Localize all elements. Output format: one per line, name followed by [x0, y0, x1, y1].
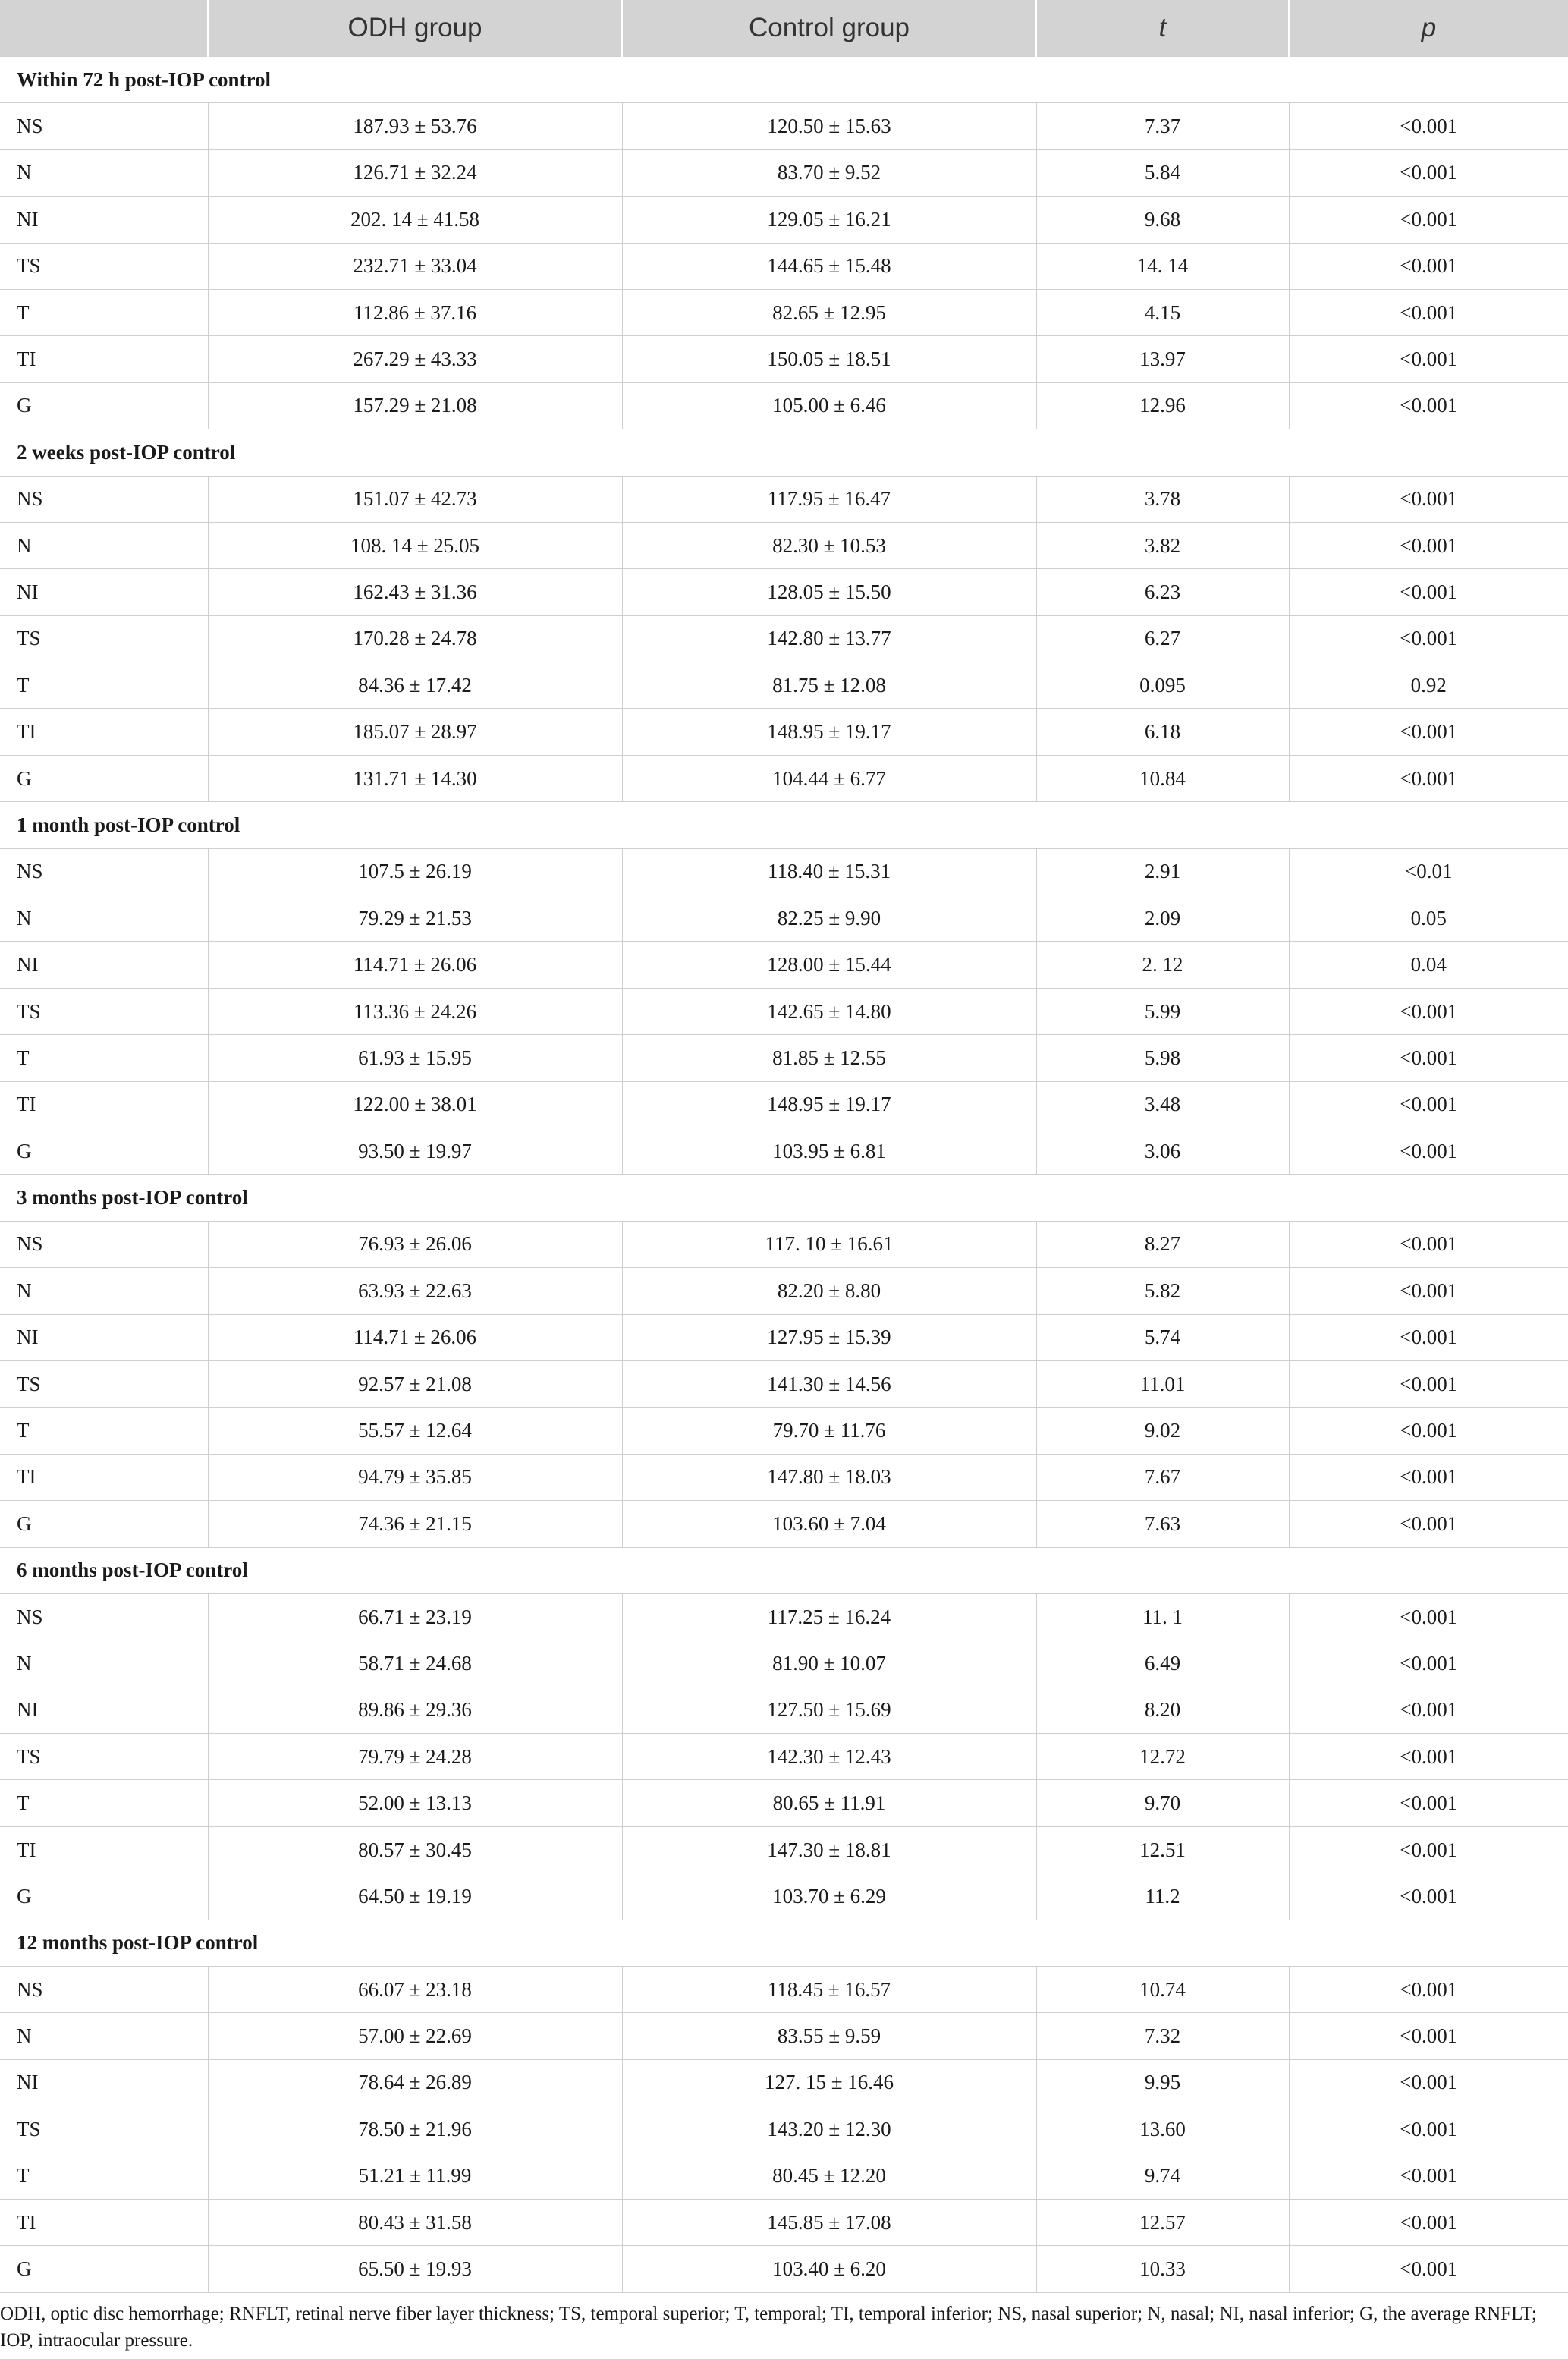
t-value-cell: 3.48: [1036, 1081, 1289, 1128]
t-value-cell: 7.67: [1036, 1454, 1289, 1500]
section-title: 12 months post-IOP control: [0, 1920, 1568, 1966]
p-value-cell: <0.001: [1289, 1687, 1568, 1733]
table-row: [0, 1408, 1568, 1454]
table-row: [0, 2246, 1568, 2292]
odh-value-cell: 122.00 ± 38.01: [208, 1081, 622, 1128]
odh-value-cell: 267.29 ± 43.33: [208, 336, 622, 382]
odh-value-cell: 202. 14 ± 41.58: [208, 197, 622, 243]
control-value-cell: 83.55 ± 9.59: [622, 2013, 1036, 2059]
region-cell: N: [0, 2013, 208, 2059]
p-value-cell: <0.001: [1289, 522, 1568, 568]
region-cell: T: [0, 1035, 208, 1081]
region-cell: TI: [0, 1081, 208, 1128]
odh-value-cell: 78.50 ± 21.96: [208, 2106, 622, 2153]
odh-value-cell: 65.50 ± 19.93: [208, 2246, 622, 2292]
p-value-cell: <0.001: [1289, 709, 1568, 755]
p-value-cell: <0.001: [1289, 1081, 1568, 1128]
odh-value-cell: 185.07 ± 28.97: [208, 709, 622, 755]
control-value-cell: 148.95 ± 19.17: [622, 709, 1036, 755]
section-header-row: [0, 57, 1568, 103]
control-value-cell: 82.20 ± 8.80: [622, 1268, 1036, 1314]
table-row: [0, 1360, 1568, 1407]
table-row: [0, 1734, 1568, 1780]
p-value-cell: <0.001: [1289, 1501, 1568, 1547]
odh-value-cell: 80.57 ± 30.45: [208, 1826, 622, 1873]
control-value-cell: 103.40 ± 6.20: [622, 2246, 1036, 2292]
odh-value-cell: 79.29 ± 21.53: [208, 895, 622, 942]
region-cell: NI: [0, 197, 208, 243]
table-row: [0, 569, 1568, 615]
table-row: [0, 1501, 1568, 1547]
odh-value-cell: 114.71 ± 26.06: [208, 942, 622, 988]
region-cell: NS: [0, 1593, 208, 1640]
region-cell: T: [0, 1408, 208, 1454]
region-cell: N: [0, 522, 208, 568]
table-row: [0, 1780, 1568, 1826]
table-row: [0, 895, 1568, 942]
control-value-cell: 82.30 ± 10.53: [622, 522, 1036, 568]
control-value-cell: 81.90 ± 10.07: [622, 1640, 1036, 1687]
t-value-cell: 12.57: [1036, 2199, 1289, 2245]
table-row: [0, 243, 1568, 289]
odh-value-cell: 162.43 ± 31.36: [208, 569, 622, 615]
t-value-cell: 2.09: [1036, 895, 1289, 942]
odh-value-cell: 55.57 ± 12.64: [208, 1408, 622, 1454]
section-title: 2 weeks post-IOP control: [0, 429, 1568, 476]
odh-value-cell: 51.21 ± 11.99: [208, 2153, 622, 2199]
p-value-cell: <0.001: [1289, 382, 1568, 429]
t-value-cell: 6.18: [1036, 709, 1289, 755]
p-value-cell: <0.001: [1289, 1873, 1568, 1920]
odh-value-cell: 89.86 ± 29.36: [208, 1687, 622, 1733]
p-value-cell: <0.001: [1289, 197, 1568, 243]
p-value-cell: <0.001: [1289, 755, 1568, 801]
control-value-cell: 144.65 ± 15.48: [622, 243, 1036, 289]
p-value-cell: <0.001: [1289, 2059, 1568, 2106]
table-footnote: ODH, optic disc hemorrhage; RNFLT, retinal nerve fiber layer thickness; TS, temporal superior; T, temporal; TI, temporal inferior; NS, nasal superior; N, nasal; NI, nasal inferior; G, the average RNFLT; IOP, intraocular pressure.: [0, 2304, 1537, 2351]
region-cell: G: [0, 382, 208, 429]
t-value-cell: 5.99: [1036, 988, 1289, 1034]
table-row: [0, 1640, 1568, 1687]
region-cell: T: [0, 1780, 208, 1826]
control-value-cell: 128.00 ± 15.44: [622, 942, 1036, 988]
region-cell: TS: [0, 1734, 208, 1780]
table-row: [0, 336, 1568, 382]
table-row: [0, 1128, 1568, 1174]
section-title: Within 72 h post-IOP control: [0, 57, 1568, 103]
t-value-cell: 9.74: [1036, 2153, 1289, 2199]
control-value-cell: 81.85 ± 12.55: [622, 1035, 1036, 1081]
control-value-cell: 142.65 ± 14.80: [622, 988, 1036, 1034]
table-row: [0, 2059, 1568, 2106]
control-value-cell: 128.05 ± 15.50: [622, 569, 1036, 615]
odh-value-cell: 131.71 ± 14.30: [208, 755, 622, 801]
p-value-cell: <0.001: [1289, 1268, 1568, 1314]
control-value-cell: 103.70 ± 6.29: [622, 1873, 1036, 1920]
p-value-cell: <0.001: [1289, 1128, 1568, 1174]
t-value-cell: 7.63: [1036, 1501, 1289, 1547]
odh-value-cell: 187.93 ± 53.76: [208, 103, 622, 149]
region-cell: T: [0, 2153, 208, 2199]
t-value-cell: 8.20: [1036, 1687, 1289, 1733]
odh-value-cell: 80.43 ± 31.58: [208, 2199, 622, 2245]
region-cell: N: [0, 1268, 208, 1314]
t-value-cell: 5.82: [1036, 1268, 1289, 1314]
region-cell: G: [0, 755, 208, 801]
control-value-cell: 83.70 ± 9.52: [622, 149, 1036, 196]
section-header-row: [0, 1547, 1568, 1593]
table-row: [0, 2199, 1568, 2245]
table-row: [0, 1268, 1568, 1314]
t-value-cell: 9.02: [1036, 1408, 1289, 1454]
control-value-cell: 117.25 ± 16.24: [622, 1593, 1036, 1640]
p-value-cell: <0.001: [1289, 2013, 1568, 2059]
p-value-cell: <0.001: [1289, 1734, 1568, 1780]
odh-value-cell: 108. 14 ± 25.05: [208, 522, 622, 568]
odh-value-cell: 94.79 ± 35.85: [208, 1454, 622, 1500]
p-value-cell: <0.001: [1289, 615, 1568, 662]
region-cell: T: [0, 662, 208, 709]
t-value-cell: 13.97: [1036, 336, 1289, 382]
t-value-cell: 9.70: [1036, 1780, 1289, 1826]
control-value-cell: 142.80 ± 13.77: [622, 615, 1036, 662]
table-row: [0, 942, 1568, 988]
odh-value-cell: 151.07 ± 42.73: [208, 476, 622, 522]
p-value-cell: <0.001: [1289, 2246, 1568, 2292]
control-value-cell: 79.70 ± 11.76: [622, 1408, 1036, 1454]
table-row: [0, 1826, 1568, 1873]
region-cell: T: [0, 289, 208, 335]
region-cell: NS: [0, 103, 208, 149]
odh-value-cell: 58.71 ± 24.68: [208, 1640, 622, 1687]
region-cell: TS: [0, 988, 208, 1034]
p-value-cell: <0.001: [1289, 1826, 1568, 1873]
table-row: [0, 103, 1568, 149]
t-value-cell: 6.49: [1036, 1640, 1289, 1687]
odh-value-cell: 74.36 ± 21.15: [208, 1501, 622, 1547]
odh-value-cell: 79.79 ± 24.28: [208, 1734, 622, 1780]
odh-value-cell: 114.71 ± 26.06: [208, 1314, 622, 1360]
region-cell: TS: [0, 615, 208, 662]
table-row: [0, 289, 1568, 335]
p-value-cell: <0.001: [1289, 2106, 1568, 2153]
t-value-cell: 11. 1: [1036, 1593, 1289, 1640]
odh-value-cell: 112.86 ± 37.16: [208, 289, 622, 335]
table-row: [0, 1221, 1568, 1267]
control-value-cell: 127.95 ± 15.39: [622, 1314, 1036, 1360]
region-cell: NI: [0, 569, 208, 615]
control-value-cell: 117.95 ± 16.47: [622, 476, 1036, 522]
p-value-cell: <0.001: [1289, 476, 1568, 522]
region-cell: NS: [0, 1967, 208, 2013]
t-value-cell: 11.2: [1036, 1873, 1289, 1920]
p-value-cell: <0.001: [1289, 336, 1568, 382]
region-cell: NS: [0, 476, 208, 522]
odh-value-cell: 157.29 ± 21.08: [208, 382, 622, 429]
control-value-cell: 117. 10 ± 16.61: [622, 1221, 1036, 1267]
p-value-cell: 0.05: [1289, 895, 1568, 942]
table-row: [0, 1314, 1568, 1360]
region-cell: TI: [0, 1454, 208, 1500]
p-value-cell: <0.001: [1289, 103, 1568, 149]
control-value-cell: 80.45 ± 12.20: [622, 2153, 1036, 2199]
t-value-cell: 3.78: [1036, 476, 1289, 522]
control-value-cell: 127. 15 ± 16.46: [622, 2059, 1036, 2106]
p-value-cell: <0.001: [1289, 149, 1568, 196]
t-value-cell: 3.06: [1036, 1128, 1289, 1174]
control-value-cell: 103.95 ± 6.81: [622, 1128, 1036, 1174]
p-value-cell: <0.001: [1289, 1360, 1568, 1407]
p-value-cell: <0.001: [1289, 1221, 1568, 1267]
table-row: [0, 522, 1568, 568]
region-cell: N: [0, 149, 208, 196]
control-value-cell: 105.00 ± 6.46: [622, 382, 1036, 429]
table-header: [0, 0, 1568, 57]
section-header-row: [0, 1175, 1568, 1221]
region-cell: TI: [0, 2199, 208, 2245]
region-cell: TI: [0, 709, 208, 755]
t-value-cell: 5.98: [1036, 1035, 1289, 1081]
p-value-cell: <0.001: [1289, 1640, 1568, 1687]
table-row: [0, 2153, 1568, 2199]
t-value-cell: 9.68: [1036, 197, 1289, 243]
table-row: [0, 1687, 1568, 1733]
t-value-cell: 7.37: [1036, 103, 1289, 149]
p-value-cell: <0.001: [1289, 1593, 1568, 1640]
section-title: 1 month post-IOP control: [0, 802, 1568, 848]
t-value-cell: 8.27: [1036, 1221, 1289, 1267]
t-value-cell: 7.32: [1036, 2013, 1289, 2059]
table-row: [0, 1081, 1568, 1128]
section-header-row: [0, 802, 1568, 848]
t-value-cell: 5.84: [1036, 149, 1289, 196]
table-row: [0, 2013, 1568, 2059]
odh-value-cell: 66.07 ± 23.18: [208, 1967, 622, 2013]
control-value-cell: 147.80 ± 18.03: [622, 1454, 1036, 1500]
control-value-cell: 80.65 ± 11.91: [622, 1780, 1036, 1826]
t-value-cell: 6.23: [1036, 569, 1289, 615]
control-value-cell: 129.05 ± 16.21: [622, 197, 1036, 243]
t-value-cell: 10.33: [1036, 2246, 1289, 2292]
t-value-cell: 12.72: [1036, 1734, 1289, 1780]
p-value-cell: <0.001: [1289, 2153, 1568, 2199]
p-value-cell: <0.001: [1289, 1967, 1568, 2013]
control-value-cell: 118.40 ± 15.31: [622, 848, 1036, 895]
control-value-cell: 82.25 ± 9.90: [622, 895, 1036, 942]
p-value-cell: <0.001: [1289, 569, 1568, 615]
table-row: [0, 382, 1568, 429]
p-value-cell: <0.001: [1289, 1454, 1568, 1500]
region-cell: NI: [0, 1687, 208, 1733]
table-row: [0, 149, 1568, 196]
header-cell-control-group: Control group: [622, 0, 1036, 57]
p-value-cell: <0.001: [1289, 988, 1568, 1034]
section-header-row: [0, 429, 1568, 476]
odh-value-cell: 66.71 ± 23.19: [208, 1593, 622, 1640]
odh-value-cell: 57.00 ± 22.69: [208, 2013, 622, 2059]
table-row: [0, 988, 1568, 1034]
table-row: [0, 1035, 1568, 1081]
region-cell: TI: [0, 336, 208, 382]
p-value-cell: <0.001: [1289, 243, 1568, 289]
t-value-cell: 3.82: [1036, 522, 1289, 568]
control-value-cell: 148.95 ± 19.17: [622, 1081, 1036, 1128]
control-value-cell: 120.50 ± 15.63: [622, 103, 1036, 149]
p-value-cell: <0.01: [1289, 848, 1568, 895]
table-row: [0, 2106, 1568, 2153]
p-value-cell: <0.001: [1289, 1314, 1568, 1360]
t-value-cell: 10.74: [1036, 1967, 1289, 2013]
p-value-cell: <0.001: [1289, 289, 1568, 335]
odh-value-cell: 170.28 ± 24.78: [208, 615, 622, 662]
region-cell: N: [0, 1640, 208, 1687]
table-row: [0, 1593, 1568, 1640]
table-row: [0, 476, 1568, 522]
table-row: [0, 662, 1568, 709]
header-cell-p: p: [1289, 0, 1568, 57]
header-cell-region: [0, 0, 208, 57]
t-value-cell: 5.74: [1036, 1314, 1289, 1360]
control-value-cell: 118.45 ± 16.57: [622, 1967, 1036, 2013]
odh-value-cell: 76.93 ± 26.06: [208, 1221, 622, 1267]
odh-value-cell: 64.50 ± 19.19: [208, 1873, 622, 1920]
header-cell-t: t: [1036, 0, 1289, 57]
table-row: [0, 755, 1568, 801]
p-value-cell: <0.001: [1289, 1780, 1568, 1826]
t-value-cell: 12.96: [1036, 382, 1289, 429]
odh-value-cell: 92.57 ± 21.08: [208, 1360, 622, 1407]
odh-value-cell: 61.93 ± 15.95: [208, 1035, 622, 1081]
region-cell: TS: [0, 1360, 208, 1407]
t-value-cell: 14. 14: [1036, 243, 1289, 289]
t-value-cell: 13.60: [1036, 2106, 1289, 2153]
region-cell: G: [0, 1873, 208, 1920]
odh-value-cell: 93.50 ± 19.97: [208, 1128, 622, 1174]
table-row: [0, 197, 1568, 243]
t-value-cell: 2. 12: [1036, 942, 1289, 988]
t-value-cell: 11.01: [1036, 1360, 1289, 1407]
section-title: 3 months post-IOP control: [0, 1175, 1568, 1221]
control-value-cell: 143.20 ± 12.30: [622, 2106, 1036, 2153]
table-row: [0, 615, 1568, 662]
p-value-cell: <0.001: [1289, 1035, 1568, 1081]
control-value-cell: 104.44 ± 6.77: [622, 755, 1036, 801]
p-value-cell: 0.92: [1289, 662, 1568, 709]
t-value-cell: 0.095: [1036, 662, 1289, 709]
region-cell: TI: [0, 1826, 208, 1873]
odh-value-cell: 63.93 ± 22.63: [208, 1268, 622, 1314]
region-cell: NI: [0, 942, 208, 988]
control-value-cell: 142.30 ± 12.43: [622, 1734, 1036, 1780]
header-cell-odh-group: ODH group: [208, 0, 622, 57]
region-cell: G: [0, 2246, 208, 2292]
control-value-cell: 145.85 ± 17.08: [622, 2199, 1036, 2245]
odh-value-cell: 107.5 ± 26.19: [208, 848, 622, 895]
t-value-cell: 2.91: [1036, 848, 1289, 895]
region-cell: NS: [0, 848, 208, 895]
control-value-cell: 150.05 ± 18.51: [622, 336, 1036, 382]
control-value-cell: 147.30 ± 18.81: [622, 1826, 1036, 1873]
control-value-cell: 82.65 ± 12.95: [622, 289, 1036, 335]
odh-value-cell: 126.71 ± 32.24: [208, 149, 622, 196]
control-value-cell: 81.75 ± 12.08: [622, 662, 1036, 709]
table-row: [0, 1873, 1568, 1920]
t-value-cell: 4.15: [1036, 289, 1289, 335]
odh-value-cell: 232.71 ± 33.04: [208, 243, 622, 289]
control-value-cell: 127.50 ± 15.69: [622, 1687, 1036, 1733]
region-cell: TS: [0, 243, 208, 289]
odh-value-cell: 113.36 ± 24.26: [208, 988, 622, 1034]
control-value-cell: 103.60 ± 7.04: [622, 1501, 1036, 1547]
region-cell: NI: [0, 2059, 208, 2106]
p-value-cell: <0.001: [1289, 2199, 1568, 2245]
t-value-cell: 9.95: [1036, 2059, 1289, 2106]
region-cell: TS: [0, 2106, 208, 2153]
table-row: [0, 848, 1568, 895]
section-header-row: [0, 1920, 1568, 1966]
table-row: [0, 1454, 1568, 1500]
region-cell: N: [0, 895, 208, 942]
region-cell: NI: [0, 1314, 208, 1360]
table-row: [0, 1967, 1568, 2013]
t-value-cell: 6.27: [1036, 615, 1289, 662]
region-cell: NS: [0, 1221, 208, 1267]
odh-value-cell: 78.64 ± 26.89: [208, 2059, 622, 2106]
control-value-cell: 141.30 ± 14.56: [622, 1360, 1036, 1407]
table-body: [0, 57, 1568, 2293]
p-value-cell: 0.04: [1289, 942, 1568, 988]
header-row: [0, 0, 1568, 57]
odh-value-cell: 52.00 ± 13.13: [208, 1780, 622, 1826]
region-cell: G: [0, 1501, 208, 1547]
odh-value-cell: 84.36 ± 17.42: [208, 662, 622, 709]
region-cell: G: [0, 1128, 208, 1174]
t-value-cell: 10.84: [1036, 755, 1289, 801]
section-title: 6 months post-IOP control: [0, 1547, 1568, 1593]
table-row: [0, 709, 1568, 755]
t-value-cell: 12.51: [1036, 1826, 1289, 1873]
p-value-cell: <0.001: [1289, 1408, 1568, 1454]
